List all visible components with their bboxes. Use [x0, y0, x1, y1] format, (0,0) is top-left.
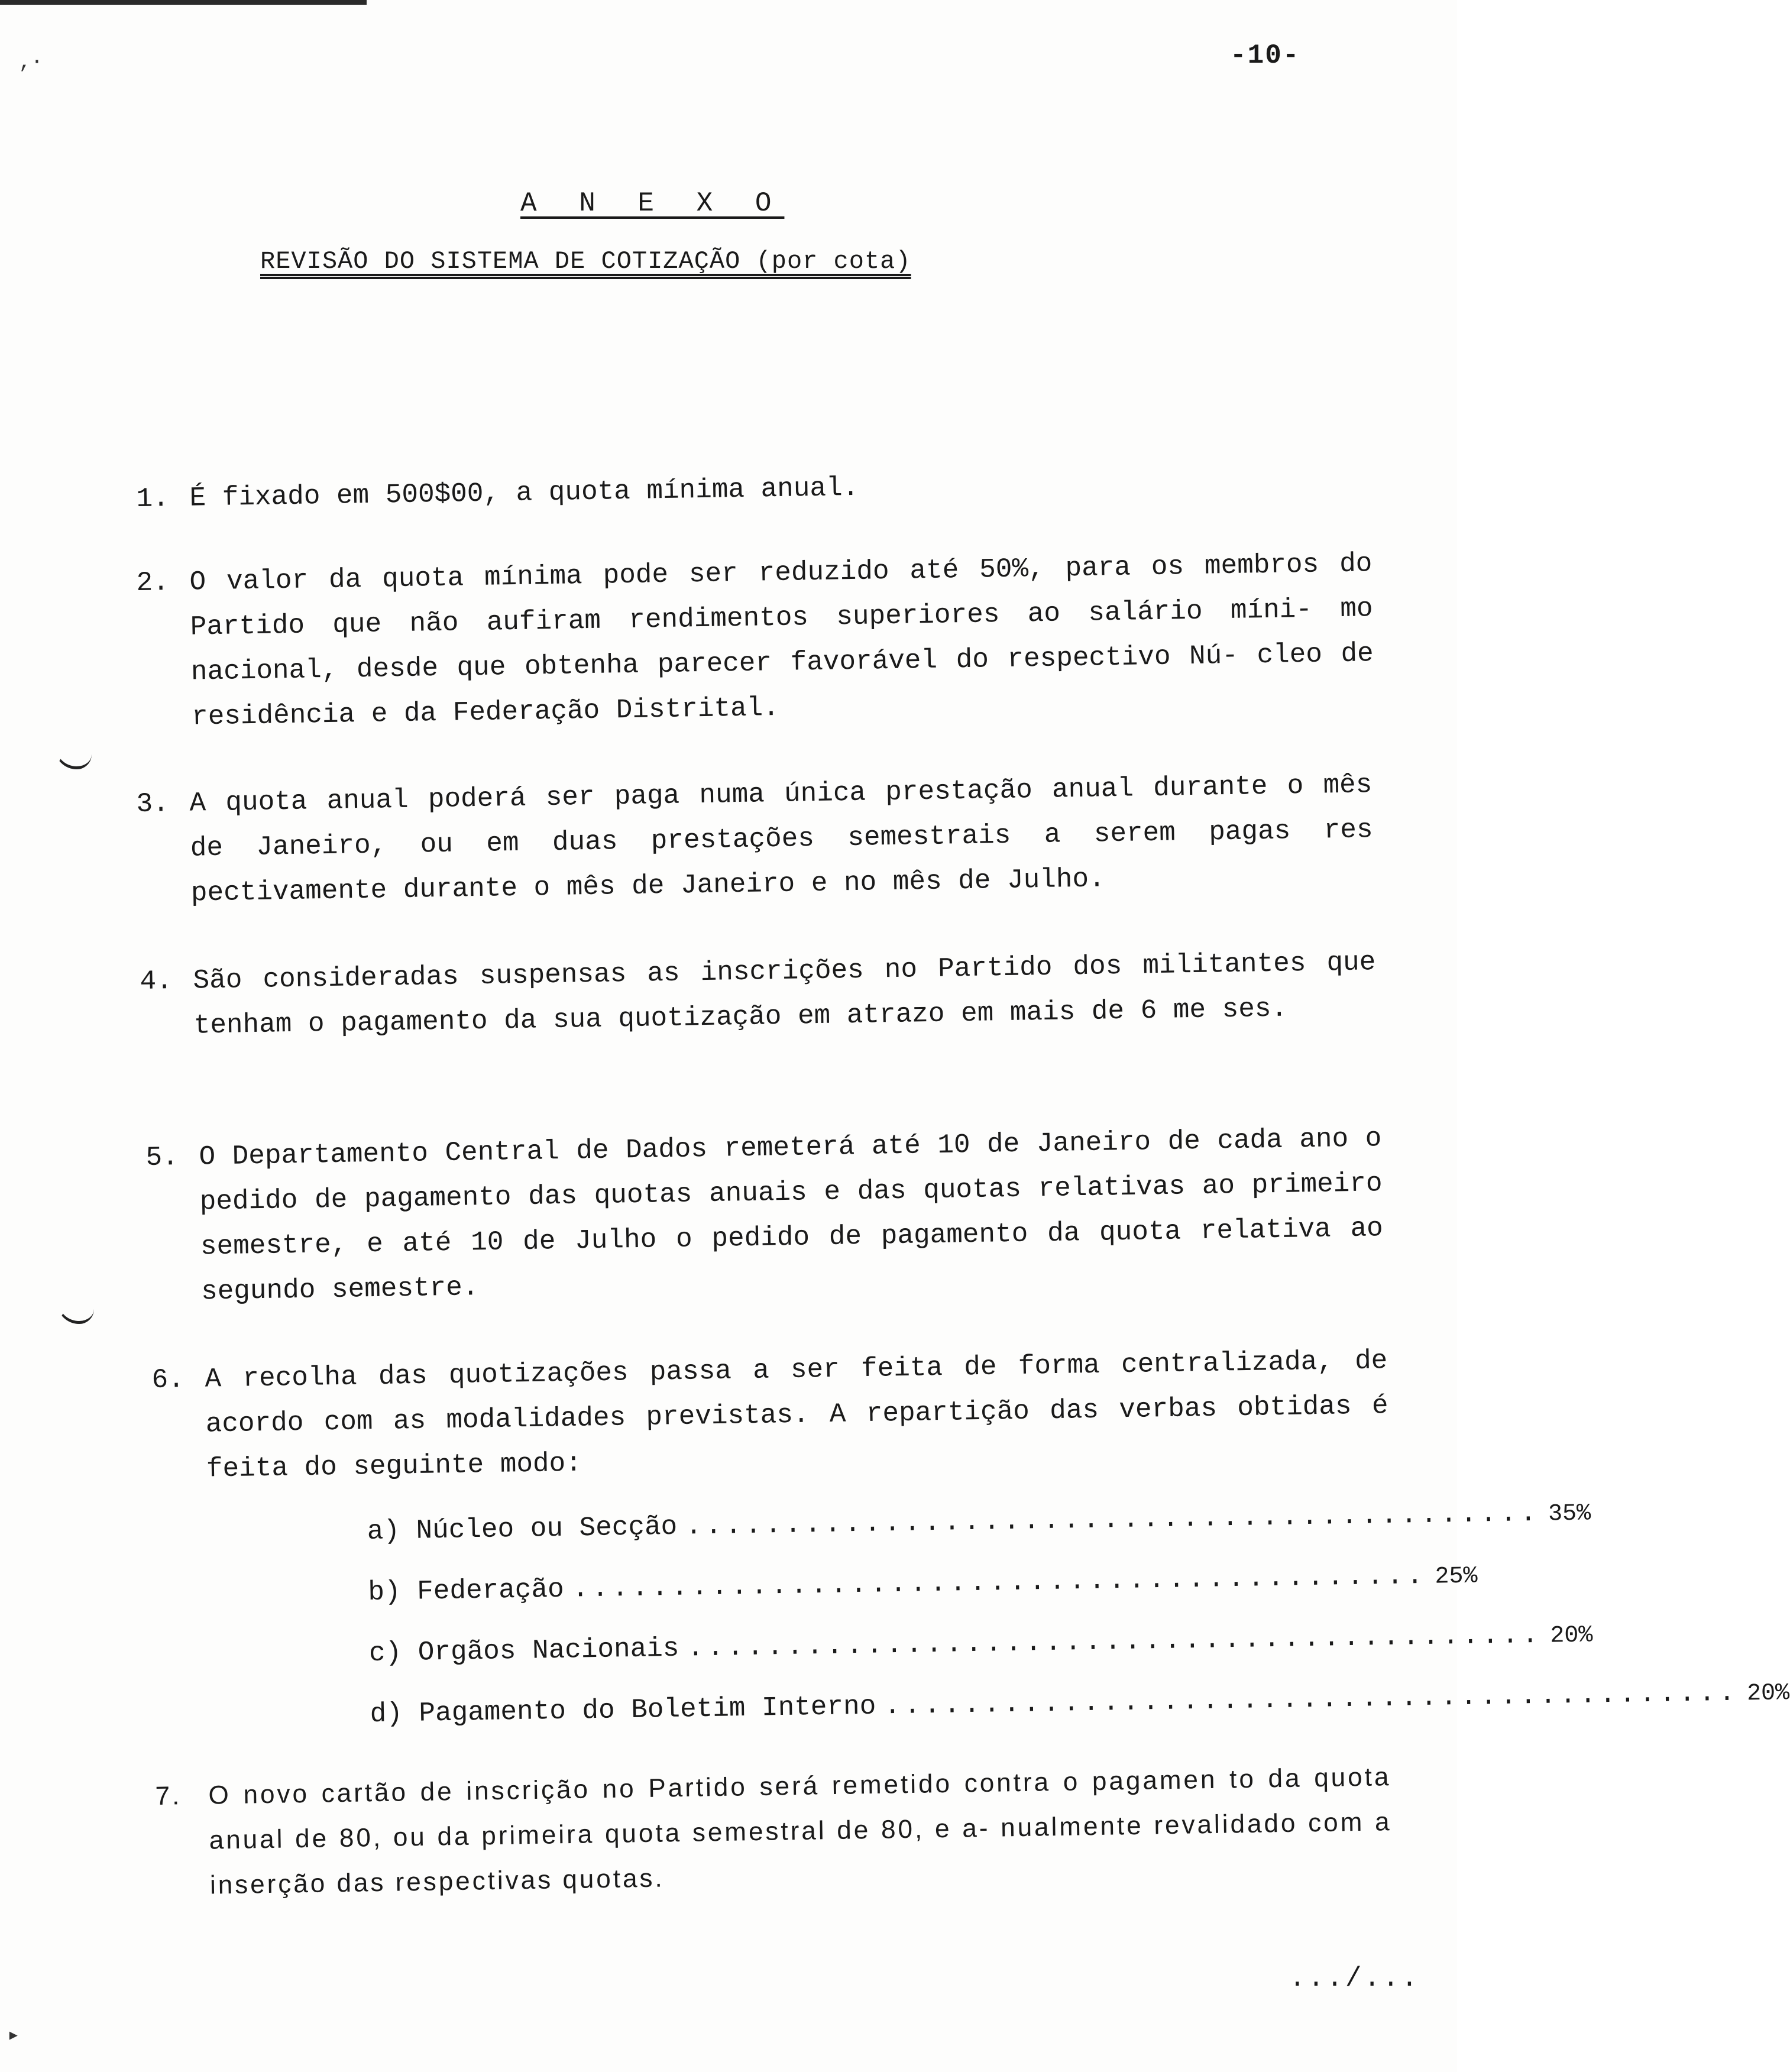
item-text: O valor da quota mínima pode ser reduzido até 50%, para os membros do Partido que não aufiram rendimentos superiores ao salário míni- mo nacional, desde que obtenha parecer favorável do respectivo Nú- cleo de residência e da Federação Distrital. — [189, 548, 1374, 733]
item-number: 7. — [155, 1781, 182, 1811]
allocation-label: a) Núcleo ou Secção — [367, 1511, 678, 1547]
list-item — [136, 762, 1386, 917]
handwritten-mark — [54, 743, 92, 769]
margin-mark: ▸ — [7, 2024, 20, 2048]
handwritten-mark — [57, 1297, 94, 1324]
annex-subtitle: REVISÃO DO SISTEMA DE COTIZAÇÃO (por cota) — [260, 247, 911, 276]
item-number: 1. — [136, 483, 170, 514]
continuation-mark: .../... — [1289, 1963, 1420, 1994]
item-text: O Departamento Central de Dados remeterá até 10 de Janeiro de cada ano o pedido de pagamento das quotas anuais e das quotas relativas ao primeiro semestre, e até 10 de Julho o pedido de pagamento da quota relativa ao segundo semestre. — [199, 1123, 1384, 1307]
item-text: O novo cartão de inscrição no Partido será remetido contra o pagamen to da quota anual de 80, ou da primeira quota semestral de 80, e a- nualmente revalidado com a inserção das respectivas quotas. — [208, 1762, 1392, 1900]
allocation-value: 20% — [1746, 1680, 1790, 1708]
allocation-value: 25% — [1435, 1563, 1478, 1591]
allocation-row — [370, 1672, 1790, 1746]
annex-title: A N E X O — [520, 188, 785, 219]
leader-dots: ........................................... — [685, 1497, 1540, 1542]
list-item — [136, 541, 1387, 740]
item-number: 6. — [151, 1364, 185, 1396]
item-number: 5. — [145, 1142, 179, 1173]
item-number: 3. — [136, 788, 170, 820]
page-number: -10- — [1230, 40, 1300, 71]
allocation-value: 20% — [1549, 1622, 1593, 1650]
list-item — [155, 1754, 1404, 1909]
list-item — [145, 1116, 1396, 1315]
item-text: É fixado em 500$00, a quota mínima anual. — [189, 472, 859, 514]
leader-dots: ........................................... — [572, 1560, 1427, 1605]
leader-dots: ........................................... — [883, 1677, 1739, 1722]
allocation-label: d) Pagamento do Boletim Interno — [370, 1691, 876, 1730]
margin-mark: ‚· — [18, 50, 44, 74]
item-text: A quota anual poderá ser paga numa única prestação anual durante o mês de Janeiro, ou em duas prestações semestrais a serem pagas res pectivamente durante o mês de Janeiro e no mês de Julho. — [189, 769, 1373, 909]
allocation-value: 35% — [1548, 1500, 1591, 1528]
item-text: São consideradas suspensas as inscrições no Partido dos militantes que tenham o pagamento da sua quotização em atrazo em mais de 6 me ses. — [193, 947, 1376, 1041]
list-item — [136, 457, 1384, 522]
leader-dots: ........................................... — [687, 1619, 1542, 1664]
allocation-label: b) Federação — [367, 1574, 565, 1608]
allocation-label: c) Orgãos Nacionais — [368, 1633, 679, 1669]
scan-edge-bar — [0, 0, 367, 5]
item-text: A recolha das quotizações passa a ser feita de forma centralizada, de acordo com as modalidades previstas. A repartição das verbas obtidas é feita do seguinte modo: — [205, 1345, 1388, 1485]
list-item — [151, 1338, 1401, 1493]
item-number: 4. — [140, 966, 173, 997]
list-item — [140, 940, 1388, 1049]
allocation-list — [367, 1490, 1790, 1746]
item-number: 2. — [136, 567, 170, 598]
